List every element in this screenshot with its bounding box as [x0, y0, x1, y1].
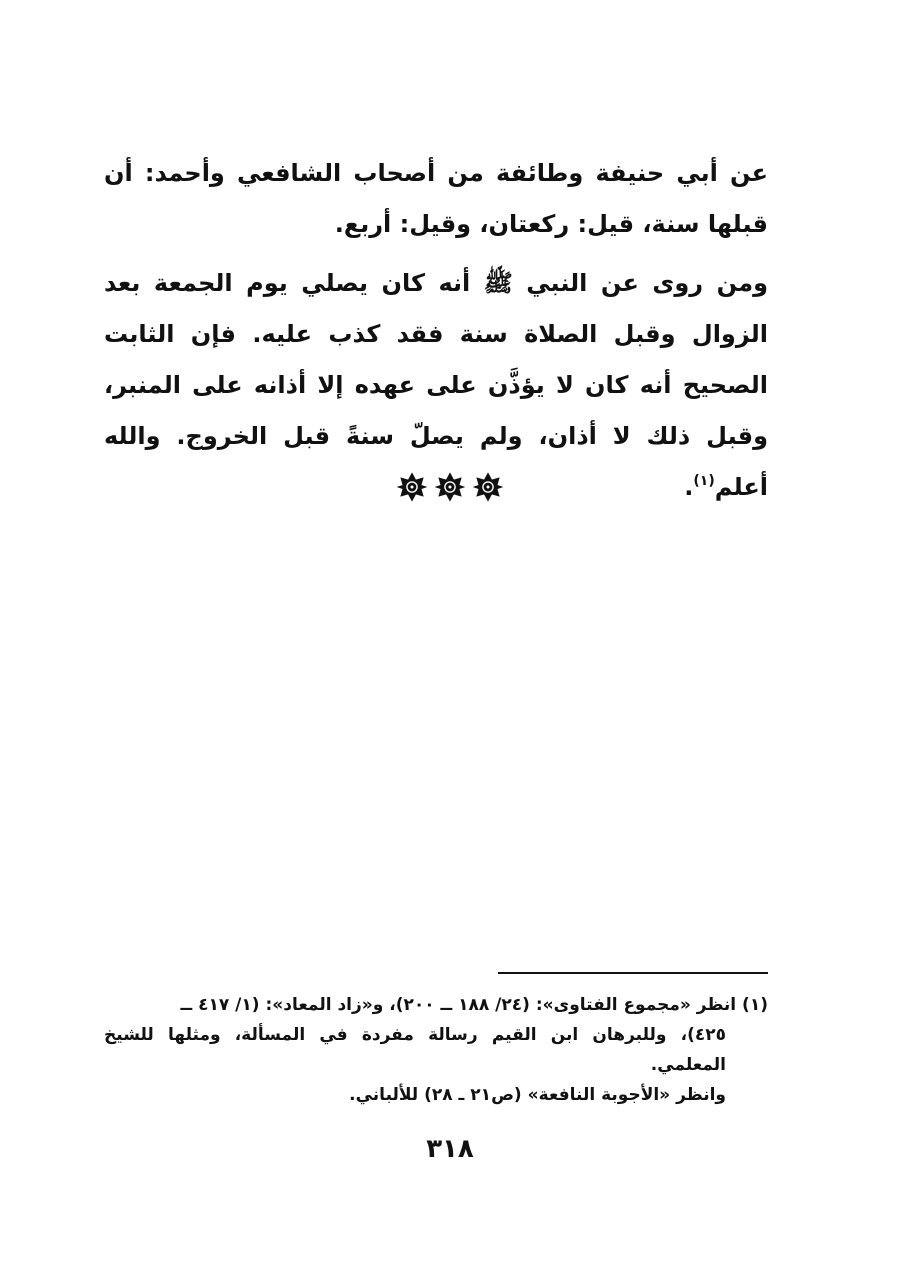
footnote-line-1: (١) انظر «مجموع الفتاوى»: (٢٤/ ١٨٨ ــ ٢٠٠)، و«زاد المعاد»: (١/ ٤١٧ ــ [180, 995, 768, 1015]
footnote-reference[interactable]: (١) [693, 473, 715, 489]
page-number: ٣١٨ [426, 1134, 474, 1164]
footnote-line-3: وانظر «الأجوبة النافعة» (ص٢١ ـ ٢٨) للألباني. [349, 1085, 726, 1105]
rosette-ornament-icon [397, 472, 427, 502]
paragraph-2-period: . [684, 473, 694, 501]
footnote-line-2: ٤٢٥)، وللبرهان ابن القيم رسالة مفردة في المسألة، ومثلها للشيخ المعلمي. [104, 1025, 726, 1075]
footnote-block [104, 990, 768, 1110]
rosette-ornament-icon [473, 472, 503, 502]
rosette-ornament-icon [435, 472, 465, 502]
main-text-block [104, 148, 768, 513]
paragraph-2-text: ومن روى عن النبي ﷺ أنه كان يصلي يوم الجمعة بعد الزوال وقبل الصلاة سنة فقد كذب عليه. فإن الثابت الصحيح أنه كان لا يؤذَّن على عهده إلا أذانه على المنبر، وقبل ذلك لا أذان، ولم يصلّ سنةً قبل الخروج. والله أعلم [104, 269, 768, 501]
section-divider-ornaments [0, 472, 900, 506]
footnote-separator [498, 972, 768, 974]
paragraph-1: عن أبي حنيفة وطائفة من أصحاب الشافعي وأحمد: أن قبلها سنة، قيل: ركعتان، وقيل: أربع. [104, 159, 768, 238]
